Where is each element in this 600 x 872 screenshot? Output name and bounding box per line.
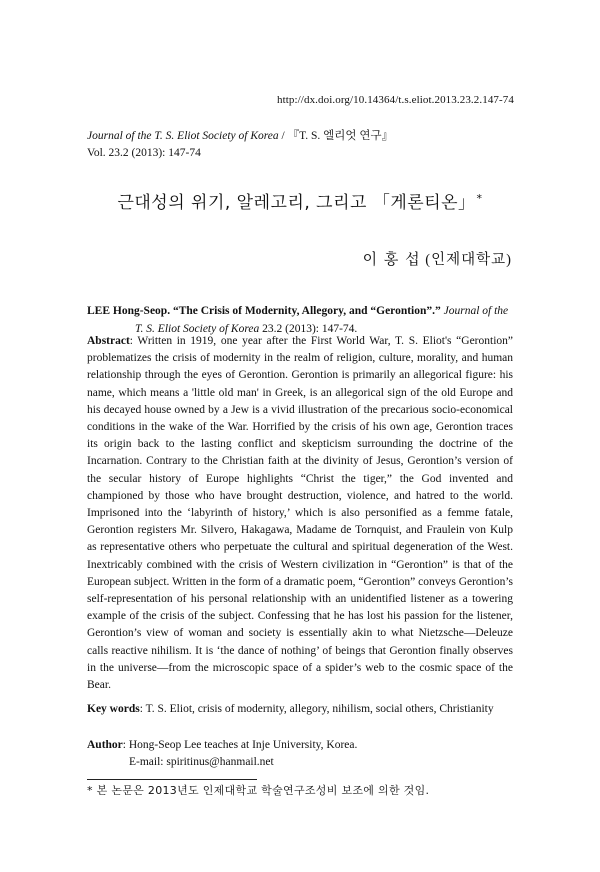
keywords [87,703,517,715]
doi-link[interactable]: http://dx.doi.org/10.14364/t.s.eliot.2013.23.2.147-74 [276,94,514,106]
author-korean-name: 이 홍 섭 [362,250,421,268]
citation-details: 23.2 (2013): 147-74. [259,323,358,335]
citation-journal-part1: Journal of the [440,305,509,317]
abstract-text: : Written in 1919, one year after the First World War, T. S. Eliot's “Gerontion” problematizes the crisis of modernity in the realm of religion, culture, morality, and human relationship through the eyes of Gerontion. Gerontion is primarily an allegorical figure: his name, which means a 'little old man' in Greek, is an allegorical sign of the old Europe and his decayed house owned by a Jew is a vivid illustration of the precarious socio-economical conditions in the wake of the War. Horrified by the crisis of his own age, Gerontion traces its origin back to the lasting conflict and skepticism surrounding the doctrine of the Incarnation. Contrary to the Christian faith at the divinity of Jesus, Gerontion’s version of the secular history of Europe highlights “Christ the tiger,” the God invented and championed by those who have brought destruction, violence, and hatred to the world. Imprisoned into the ‘labyrinth of history,’ which is also personified as a femme fatale, Gerontion registers Mr. Silvero, Hakagawa, Madame de Tornquist, and Fraulein von Kulp as representative others who perpetuate the cultural and spiritual degeneration of the West. Inextricably combined with the crisis of Western civilization in “Gerontion” is that of the European subject. Written in the form of a dramatic poem, “Gerontion” conveys Gerontion’s self-representation of his personal relationship with an unidentified listener as a towering example of the crisis of the subject. Confessing that he has lost his passion for the listener, Gerontion’s view of woman and society is essentially akin to what Nietzsche—Deleuze calls reactive nihilism. It is ‘the dance of nothing’ of beings that Gerontion finally observes in the universe—from the microscopic space of a spider’s web to the cosmic space of the Bear. [87,335,513,692]
journal-header [87,128,393,162]
author-affiliation: (인제대학교) [420,252,512,268]
abstract-label: Abstract [87,335,130,347]
author-korean [363,248,512,269]
keywords-label: Key words [87,703,140,715]
title-footnote-marker: * [476,192,483,205]
author-info-label: Author [87,739,123,751]
abstract [87,333,513,694]
citation-author-title: LEE Hong-Seop. “The Crisis of Modernity, Allegory, and “Gerontion”.” [87,305,441,317]
journal-name: Journal of the T. S. Eliot Society of Korea [87,130,279,142]
author-email[interactable]: E-mail: spiritinus@hanmail.net [129,756,274,768]
paper-title [0,188,600,213]
keywords-text: : T. S. Eliot, crisis of modernity, allegory, nihilism, social others, Christianity [139,703,494,715]
journal-volume: Vol. 23.2 (2013): 147-74 [87,147,201,159]
journal-korean-name: 『T. S. 엘리엇 연구』 [287,130,394,142]
author-info-text: : Hong-Seop Lee teaches at Inje University, Korea. [122,739,358,751]
author-info [87,737,357,771]
citation-journal-part2: T. S. Eliot Society of Korea [135,323,260,335]
footnote: * 본 논문은 2013년도 인제대학교 학술연구조성비 보조에 의한 것임. [87,784,430,797]
footnote-divider [87,779,257,780]
paper-title-text: 근대성의 위기, 알레고리, 그리고 「게론티온」 [117,193,476,213]
journal-separator: / [278,130,288,142]
